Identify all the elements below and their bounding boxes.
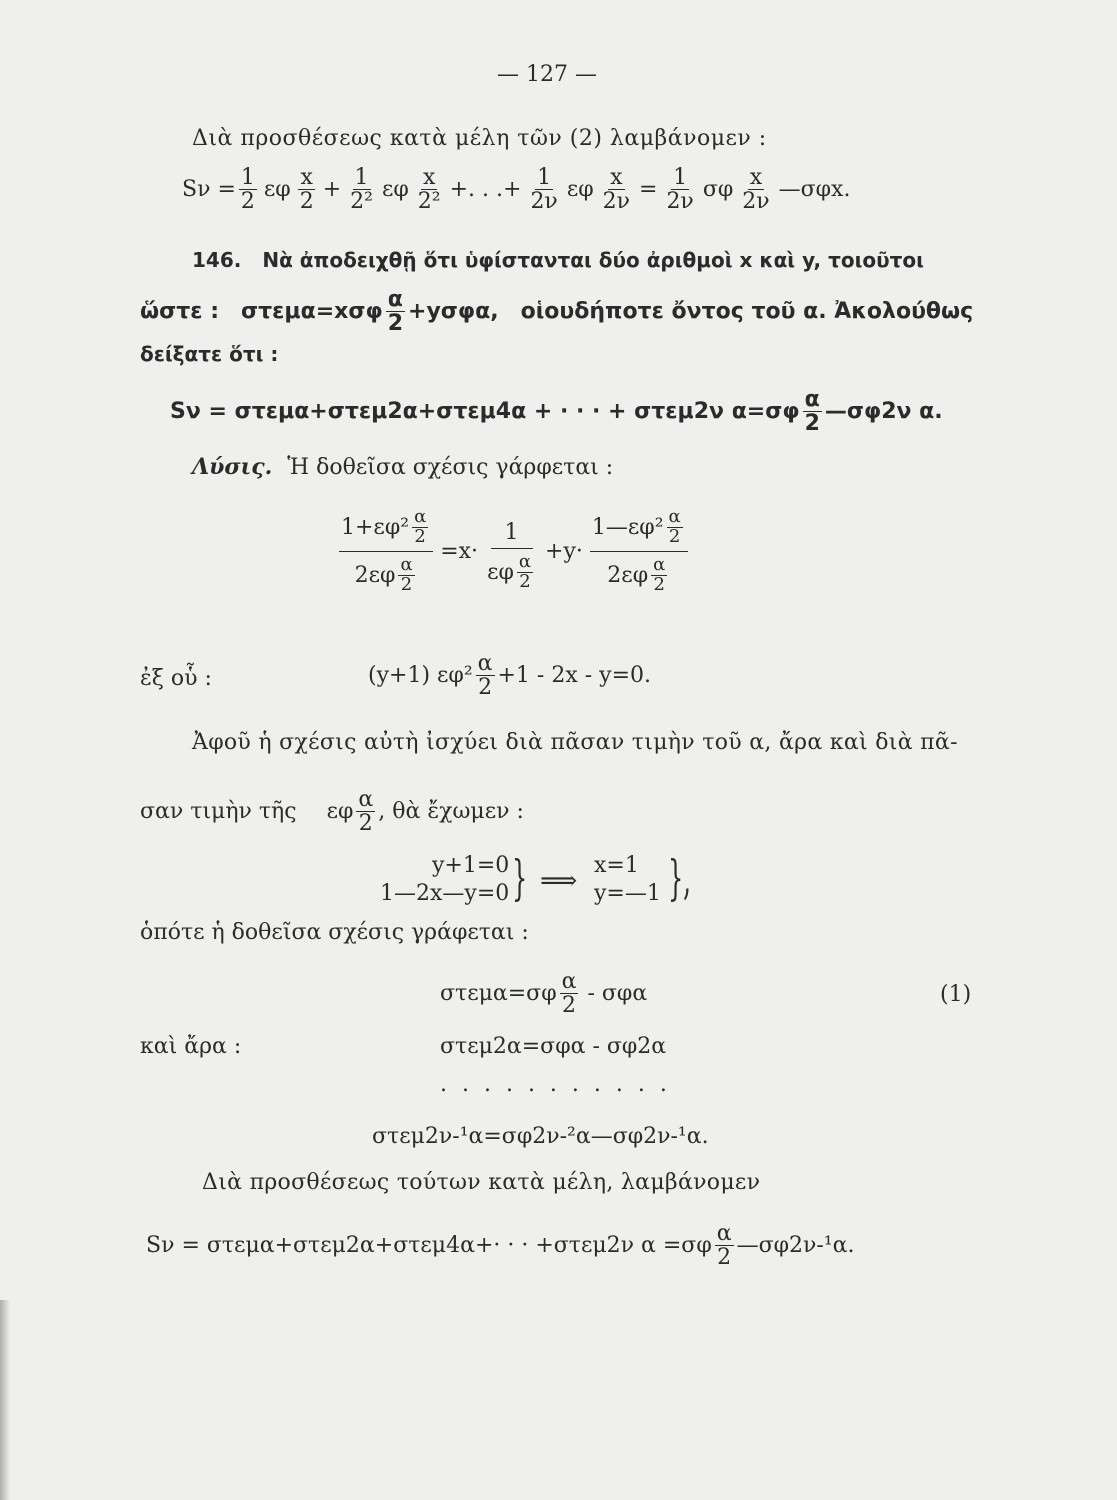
kai-ara-label: καὶ ἄρα :: [140, 1034, 242, 1059]
paragraph-1: Ἀφοῦ ἡ σχέσις αὐτὴ ἰσχύει διὰ πᾶσαν τιμὴν τοῦ α, ἄρα καὶ διὰ πᾶ-: [192, 730, 958, 755]
fraction: $\frac{\alpha}{2}$: [477, 651, 493, 701]
problem-number: 146.: [192, 248, 242, 272]
implies-arrow: ⟹: [540, 866, 578, 896]
ex-ou-label: ἐξ οὗ :: [140, 666, 212, 691]
fraction: $\frac{\alpha}{2}$: [561, 969, 577, 1019]
fraction: $\frac{1}{2}$: [240, 165, 255, 215]
big-fraction-3: 1—εφ² $\frac{\alpha}{2}$ 2εφ $\frac{\alpha}{2}$: [590, 508, 688, 595]
problem-line-2: ὥστε : στεμα=xσφ $\frac{\alpha}{2}$ +yσφα, οἱουδήποτε ὄντος τοῦ α. Ἀκολούθως: [140, 287, 974, 337]
problem-line-3: δείξατε ὅτι :: [140, 342, 279, 366]
fraction: $\frac{\alpha}{2}$: [716, 1221, 732, 1271]
problem-line-1: [192, 248, 924, 272]
fraction: $\frac{1}{2\nu}$: [666, 165, 694, 215]
intro-line: Διὰ προσθέσεως κατὰ μέλη τῶν (2) λαμβάνομεν :: [192, 126, 767, 151]
fraction: $\frac{\alpha}{2}$: [387, 287, 404, 337]
system-right: x=1 y=—1: [594, 853, 661, 906]
system-left: y+1=0 1—2x—y=0: [380, 853, 510, 906]
fraction: $\frac{x}{2}$: [299, 165, 314, 215]
brace-left: }: [512, 850, 528, 906]
final-sum-equation: Sν = στεμα+στεμ2α+στεμ4α+· · · +στεμ2ν α =σφ $\frac{\alpha}{2}$ —σφ2ν-¹α.: [146, 1221, 855, 1271]
equation-4: στεμ2α=σφα - σφ2α: [440, 1034, 667, 1059]
fraction: $\frac{\alpha}{2}$: [804, 387, 820, 437]
fraction: $\frac{x}{2\nu}$: [742, 165, 770, 215]
paragraph-2: σαν τιμὴν τῆς εφ $\frac{\alpha}{2}$ , θὰ ἔχωμεν :: [140, 787, 524, 837]
equation-2: (y+1) εφ² $\frac{\alpha}{2}$ +1 - 2x - y=0.: [368, 651, 652, 701]
opote-line: ὁπότε ἡ δοθεῖσα σχέσις γράφεται :: [140, 920, 529, 945]
problem-statement: Νὰ ἀποδειχθῇ ὅτι ὑφίστανται δύο ἀριθμοὶ x καὶ y, τοιοῦτοι: [262, 248, 924, 272]
scan-shadow: [0, 1300, 10, 1500]
equation-number: (1): [940, 982, 972, 1007]
equation-5: στεμ2ν-¹α=σφ2ν-²α—σφ2ν-¹α.: [372, 1124, 709, 1149]
solution-fraction-equation: 1+εφ² $\frac{\alpha}{2}$ 2εφ $\frac{\alpha}{2}$ =x· 1 εφ $\frac{\alpha}{2}$ +y· 1—εφ² $\frac{\alpha}{2}$ 2εφ $\frac{\alpha}{2}$: [336, 508, 691, 595]
page-number: — 127 —: [497, 62, 597, 87]
paragraph-3: Διὰ προσθέσεως τούτων κατὰ μέλη, λαμβάνομεν: [202, 1170, 761, 1195]
sum1-lhs: Sν =: [182, 177, 236, 203]
fraction: $\frac{1}{2\nu}$: [530, 165, 558, 215]
solution-heading: Λύσις. Ἡ δοθεῖσα σχέσις γάρφεται :: [192, 454, 614, 480]
equation-3: στεμα=σφ $\frac{\alpha}{2}$ - σφα: [440, 969, 648, 1019]
fraction: $\frac{x}{2\nu}$: [602, 165, 630, 215]
brace-right: },: [668, 850, 691, 906]
problem-sum: Sν = στεμα+στεμ2α+στεμ4α + · · · + στεμ2ν α=σφ $\frac{\alpha}{2}$ —σφ2ν α.: [170, 387, 943, 437]
big-fraction-1: 1+εφ² $\frac{\alpha}{2}$ 2εφ $\frac{\alpha}{2}$: [339, 508, 433, 595]
fraction: $\frac{\alpha}{2}$: [358, 787, 374, 837]
fraction: $\frac{x}{\text{2²}}$: [417, 165, 441, 215]
sum-equation-1: Sν = $\frac{1}{2}$ εφ $\frac{x}{2}$ + $\frac{1}{\text{2²}}$ εφ $\frac{x}{\text{2²}}$ +. . .+ $\frac{1}{2\nu}$ εφ $\frac{x}{2\nu}$ = $\frac{1}{2\nu}$ σφ $\frac{x}{2\nu}$ —σφx.: [182, 165, 851, 215]
big-fraction-2: 1 εφ $\frac{\alpha}{2}$: [485, 511, 538, 592]
fraction: $\frac{1}{\text{2²}}$: [350, 165, 373, 215]
ellipsis-dots: . . . . . . . . . . .: [440, 1072, 671, 1097]
